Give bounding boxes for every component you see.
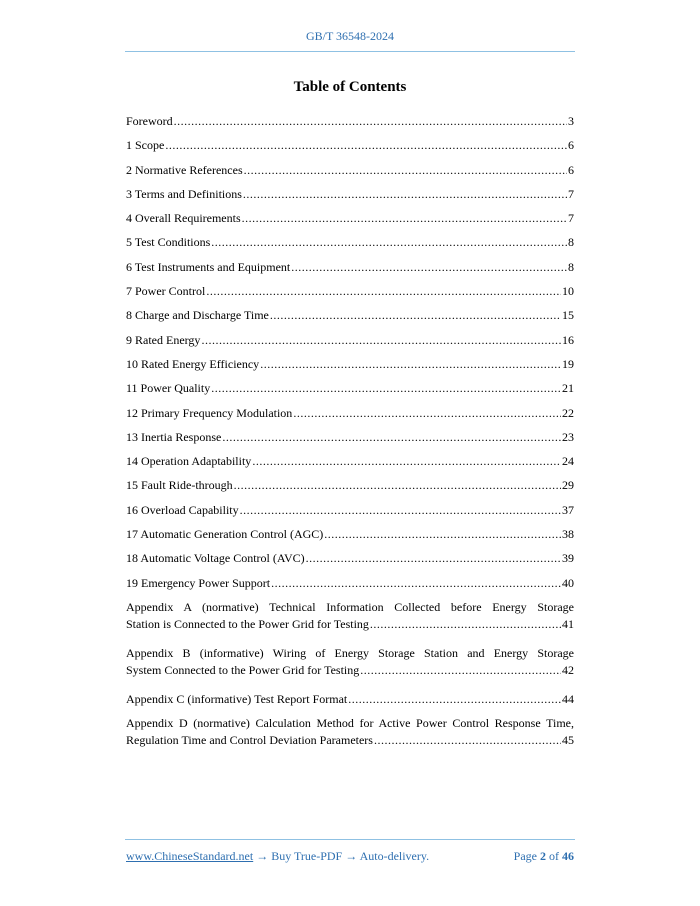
toc-entry-label: 13 Inertia Response: [126, 429, 222, 444]
toc-entry-label: Foreword: [126, 114, 173, 128]
toc-entry-appendix-d-line2: Regulation Time and Control Deviation Parameters: [126, 733, 373, 748]
toc-page-number: 38: [562, 527, 574, 542]
current-page: 2: [540, 849, 546, 863]
toc-entry-label: 9 Rated Energy: [126, 332, 201, 347]
dot-leader: [211, 380, 561, 396]
toc-entry[interactable]: [126, 185, 574, 209]
page-title: Table of Contents: [293, 79, 407, 95]
toc-page-number: 19: [562, 356, 574, 371]
toc-entry[interactable]: [126, 306, 574, 330]
toc-entry-appendix-a-line1: Appendix A (normative) Technical Information Collected before Energy Storage: [126, 599, 574, 614]
toc-page-number: 29: [562, 478, 574, 493]
dot-leader: [360, 662, 561, 679]
toc-entry-label: 3 Terms and Definitions: [126, 186, 242, 201]
toc-page-number: 8: [568, 259, 574, 274]
toc-page-number: 7: [568, 186, 574, 201]
dot-leader: [293, 405, 561, 421]
toc-page-number: 44: [562, 691, 574, 706]
toc-entry-appendix-a[interactable]: [126, 598, 574, 644]
toc-page-number: 40: [562, 575, 574, 590]
dot-leader: [243, 186, 567, 202]
toc-entry[interactable]: [126, 331, 574, 355]
document-header: [0, 29, 700, 44]
toc-page-number: 39: [562, 551, 574, 566]
toc-page-number: 6: [568, 138, 574, 153]
toc-page-number: 15: [562, 308, 574, 323]
toc-entry[interactable]: [126, 112, 574, 136]
dot-leader: [234, 477, 561, 493]
toc-page-number: 37: [562, 502, 574, 517]
dot-leader: [211, 234, 567, 250]
dot-leader: [165, 137, 567, 153]
toc-page-number: 41: [562, 616, 574, 631]
toc-entry-label: 5 Test Conditions: [126, 235, 211, 250]
dot-leader: [374, 732, 561, 749]
toc-entry[interactable]: [126, 404, 574, 428]
header-rule: [125, 51, 575, 52]
toc-entry[interactable]: [126, 574, 574, 598]
toc-entry-label: 17 Automatic Generation Control (AGC): [126, 527, 324, 542]
toc-entry-label: 4 Overall Requirements: [126, 211, 241, 226]
dot-leader: [222, 429, 561, 445]
toc-entry-appendix-b-line1: Appendix B (informative) Wiring of Energy Storage Station and Energy Storage: [126, 645, 574, 660]
toc-entry-label: 6 Test Instruments and Equipment: [126, 259, 291, 274]
total-pages: 46: [562, 849, 574, 863]
toc-entry-appendix-b[interactable]: [126, 644, 574, 690]
toc-entry-label: 10 Rated Energy Efficiency: [126, 356, 260, 371]
toc-entry-label: 1 Scope: [126, 138, 165, 153]
toc-entry[interactable]: [126, 282, 574, 306]
toc-page-number: 23: [562, 429, 574, 444]
toc-entry[interactable]: [126, 525, 574, 549]
toc-entry-appendix-d-line1: Appendix D (normative) Calculation Method for Active Power Control Response Time,: [126, 716, 574, 731]
dot-leader: [324, 526, 561, 542]
page-of: of: [546, 849, 562, 863]
toc-entry-label: 19 Emergency Power Support: [126, 575, 271, 590]
toc-entry-label: 16 Overload Capability: [126, 502, 239, 517]
toc-entry[interactable]: [126, 476, 574, 500]
toc-entry[interactable]: [126, 428, 574, 452]
dot-leader: [240, 502, 561, 518]
table-of-contents: [126, 112, 574, 760]
dot-leader: [252, 453, 561, 469]
toc-entry-label: 8 Charge and Discharge Time: [126, 308, 269, 323]
dot-leader: [206, 283, 561, 299]
dot-leader: [291, 259, 567, 275]
dot-leader: [271, 575, 561, 591]
toc-entry[interactable]: [126, 452, 574, 476]
toc-entry-appendix-b-line2: System Connected to the Power Grid for Testing: [126, 662, 360, 677]
toc-entry-label: 7 Power Control: [126, 284, 206, 299]
toc-entry[interactable]: [126, 209, 574, 233]
toc-entry-appendix-a-line2: Station is Connected to the Power Grid for Testing: [126, 616, 369, 631]
dot-leader: [174, 113, 567, 129]
page-prefix: Page: [513, 849, 540, 863]
dot-leader: [370, 616, 561, 633]
toc-page-number: 45: [562, 733, 574, 748]
dot-leader: [270, 307, 561, 323]
dot-leader: [306, 550, 561, 566]
toc-entry[interactable]: [126, 379, 574, 403]
toc-entry[interactable]: [126, 136, 574, 160]
dot-leader: [260, 356, 561, 372]
dot-leader: [242, 210, 567, 226]
document-footer: [126, 849, 574, 864]
toc-entry-appendix-d[interactable]: [126, 714, 574, 760]
toc-page-number: 24: [562, 454, 574, 469]
toc-entry-label: 14 Operation Adaptability: [126, 454, 252, 469]
footer-tagline: → Buy True-PDF → Auto-delivery.: [253, 849, 430, 863]
toc-entry-appendix-c[interactable]: [126, 690, 574, 714]
toc-entry[interactable]: [126, 355, 574, 379]
toc-entry[interactable]: [126, 501, 574, 525]
toc-page-number: 21: [562, 381, 574, 396]
toc-entry[interactable]: [126, 161, 574, 185]
toc-entry[interactable]: [126, 549, 574, 573]
toc-entry-label: 18 Automatic Voltage Control (AVC): [126, 551, 305, 566]
toc-page-number: 16: [562, 332, 574, 347]
standard-id: GB/T 36548-2024: [305, 29, 395, 43]
toc-entry-label: 12 Primary Frequency Modulation: [126, 405, 293, 420]
footer-rule: [125, 839, 575, 840]
dot-leader: [348, 691, 561, 707]
toc-entry-label: 2 Normative References: [126, 162, 243, 177]
toc-entry[interactable]: [126, 258, 574, 282]
toc-page-number: 3: [568, 114, 574, 128]
website-link[interactable]: www.ChineseStandard.net: [126, 849, 254, 863]
dot-leader: [244, 162, 567, 178]
toc-page-number: 42: [562, 662, 574, 677]
toc-page-number: 22: [562, 405, 574, 420]
toc-entry-label: Appendix C (informative) Test Report Format: [126, 691, 348, 706]
footer-promo: [126, 849, 429, 864]
page-indicator: [514, 849, 574, 864]
toc-page-number: 10: [562, 284, 574, 299]
dot-leader: [201, 332, 561, 348]
toc-entry[interactable]: [126, 233, 574, 257]
toc-page-number: 7: [568, 211, 574, 226]
toc-entry-label: 11 Power Quality: [126, 381, 211, 396]
toc-page-number: 6: [568, 162, 574, 177]
toc-page-number: 8: [568, 235, 574, 250]
toc-entry-label: 15 Fault Ride-through: [126, 478, 233, 493]
